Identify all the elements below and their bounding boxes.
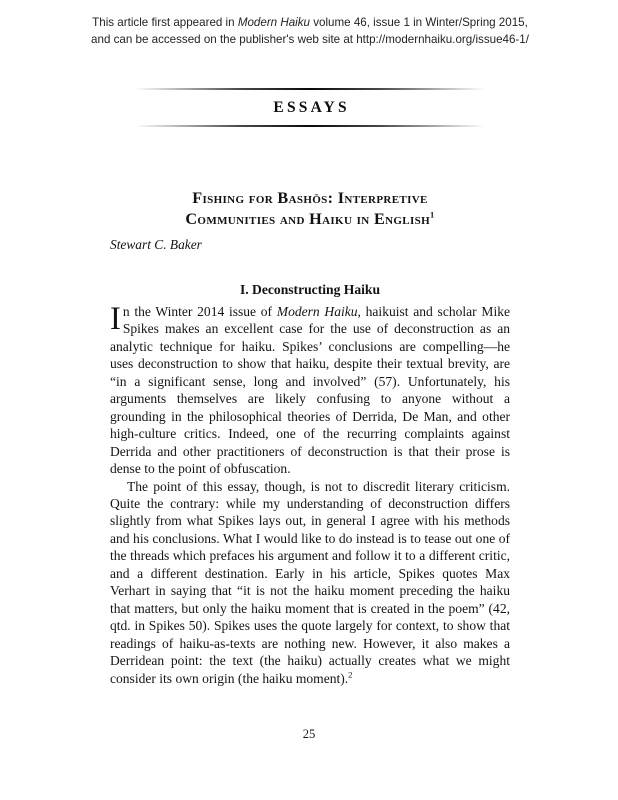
scan-notice-line-2: and can be accessed on the publisher's web site at http://modernhaiku.org/issue46-1/	[91, 33, 529, 46]
article-title	[90, 188, 530, 230]
scan-source-notice	[62, 14, 558, 48]
scan-notice-line-1	[62, 14, 558, 31]
scan-notice-journal-name: Modern Haiku	[237, 16, 310, 29]
scan-notice-suffix: volume 46, issue 1 in Winter/Spring 2015,	[310, 16, 528, 29]
paragraph-2-footnote-marker: 2	[348, 669, 353, 679]
paragraph-1-part-1: In the Winter 2014 issue of	[110, 301, 277, 337]
body-paragraph-2	[110, 478, 510, 687]
subsection-heading: I. Deconstructing Haiku	[239, 282, 381, 298]
section-banner	[135, 88, 485, 127]
article-title-line-1: Fishing for Bashōs: Interpretive	[192, 188, 428, 207]
paragraph-1-journal-name: Modern Haiku	[276, 304, 358, 319]
paragraph-1-part-2: , haikuist and scholar Mike Spikes makes an excellent case for the use of deconstruction as an analytic technique for haiku. Spikes’ conclusions are compelling—he uses deconstruction to show that haiku, despite their textual brevity, are “in a significant sense, long and involved” (57). Unfortunately, his arguments themselves are likely confusing to anyone without a grounding in the philosophical theories of Derrida, De Man, and other high-culture critics. Indeed, one of the recurring complaints against Derrida and other practitioners of deconstruction is that their prose is dense to the point of obfuscation.	[110, 304, 510, 477]
article-title-footnote-marker: 1	[430, 209, 435, 220]
body-paragraph-1	[110, 303, 510, 478]
article-author: Stewart C. Baker	[110, 237, 202, 252]
paragraph-2-text: The point of this essay, though, is not to discredit literary criticism. Quite the contrary: while my understanding of deconstruction differs slightly from what Spikes lays out, in general I agree with his methods and his conclusions. What I would like to do instead is to tease out one of the threads which prefaces his argument and follow it to a different critic, and a different destination. Early in his article, Spikes quotes Max Verhart in saying that “it is not the haiku moment preceding the haiku that matters, but only the haiku moment that is created in the poem” (42, qtd. in Spikes 50). Spikes uses the quote largely for context, to show that readings of haiku-as-texts are nothing new. However, it also makes a Derridean point: the text (the haiku) actually creates what we might consider its own origin (the haiku moment).	[110, 478, 510, 686]
article-title-line-2	[90, 209, 530, 230]
section-banner-title: ESSAYS	[273, 99, 350, 116]
scan-notice-prefix: This article first appeared in	[92, 16, 238, 29]
page-number: 25	[302, 727, 316, 741]
article-title-line-2-text: Communities and Haiku in English	[185, 209, 430, 228]
banner-rule-bottom	[135, 125, 485, 127]
article-body	[110, 303, 510, 687]
